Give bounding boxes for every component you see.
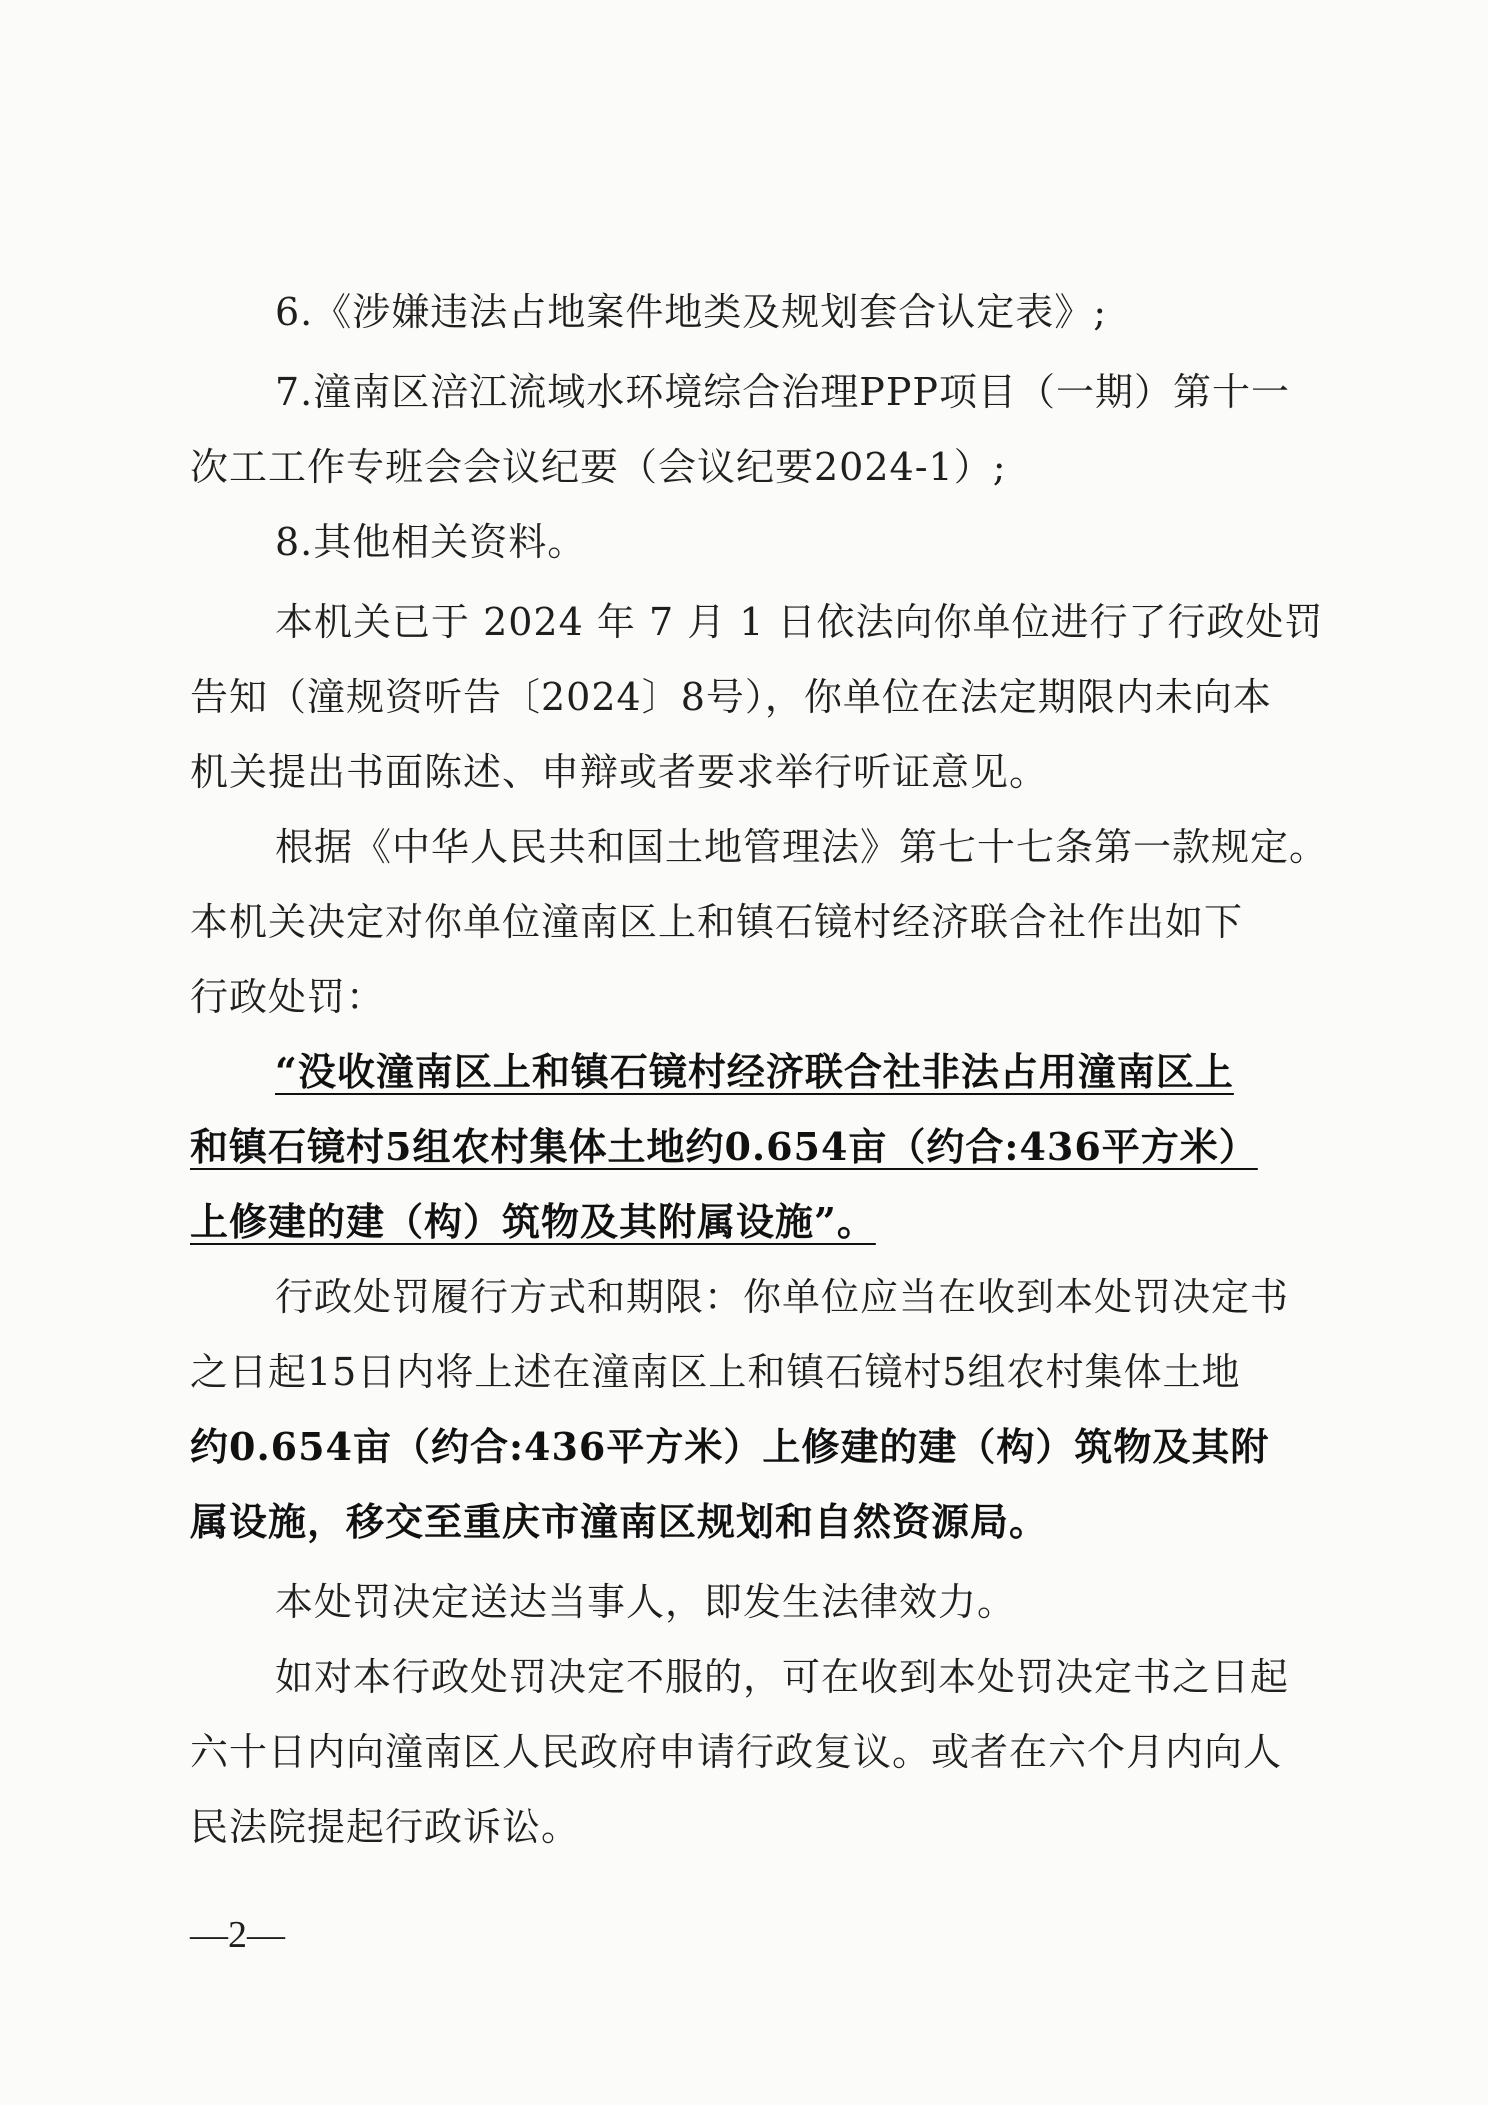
appeal-paragraph-line-2: 六十日内向潼南区人民政府申请行政复议。或者在六个月内向人 [190,1730,1283,1774]
basis-paragraph-line-2: 本机关决定对你单位潼南区上和镇石镜村经济联合社作出如下 [190,900,1244,944]
notice-paragraph-line-1: 本机关已于 2024 年 7 月 1 日依法向你单位进行了行政处罚 [275,600,1324,644]
performance-paragraph-line-1: 行政处罚履行方式和期限：你单位应当在收到本处罚决定书 [275,1275,1290,1319]
effect-paragraph: 本处罚决定送达当事人，即发生法律效力。 [275,1580,1017,1624]
performance-paragraph-line-3: 约0.654亩（约合:436平方米）上修建的建（构）筑物及其附 [190,1424,1270,1469]
list-item-7-line-1: 7.潼南区涪江流域水环境综合治理PPP项目（一期）第十一 [275,370,1290,414]
list-item-8: 8.其他相关资料。 [275,520,587,564]
penalty-quote-line-1: “没收潼南区上和镇石镜村经济联合社非法占用潼南区上 [275,1049,1234,1094]
page-number: —2— [190,1914,285,1956]
performance-paragraph-line-4: 属设施，移交至重庆市潼南区规划和自然资源局。 [190,1499,1049,1544]
appeal-paragraph-line-3: 民法院提起行政诉讼。 [190,1805,581,1849]
list-item-7-line-2: 次工工作专班会会议纪要（会议纪要2024-1）; [190,445,1007,489]
notice-paragraph-line-3: 机关提出书面陈述、申辩或者要求举行听证意见。 [190,750,1049,794]
basis-paragraph-line-1: 根据《中华人民共和国土地管理法》第七十七条第一款规定。 [275,825,1329,869]
list-item-6: 6.《涉嫌违法占地案件地类及规划套合认定表》; [275,290,1108,334]
appeal-paragraph-line-1: 如对本行政处罚决定不服的，可在收到本处罚决定书之日起 [275,1655,1290,1699]
penalty-quote-line-3: 上修建的建（构）筑物及其附属设施”。 [190,1199,876,1244]
basis-paragraph-line-3: 行政处罚： [190,975,386,1019]
performance-paragraph-line-2: 之日起15日内将上述在潼南区上和镇石镜村5组农村集体土地 [190,1350,1241,1394]
penalty-quote-line-2: 和镇石镜村5组农村集体土地约0.654亩（约合:436平方米） [190,1124,1258,1169]
notice-paragraph-line-2: 告知（潼规资听告〔2024〕8号），你单位在法定期限内未向本 [190,675,1272,719]
